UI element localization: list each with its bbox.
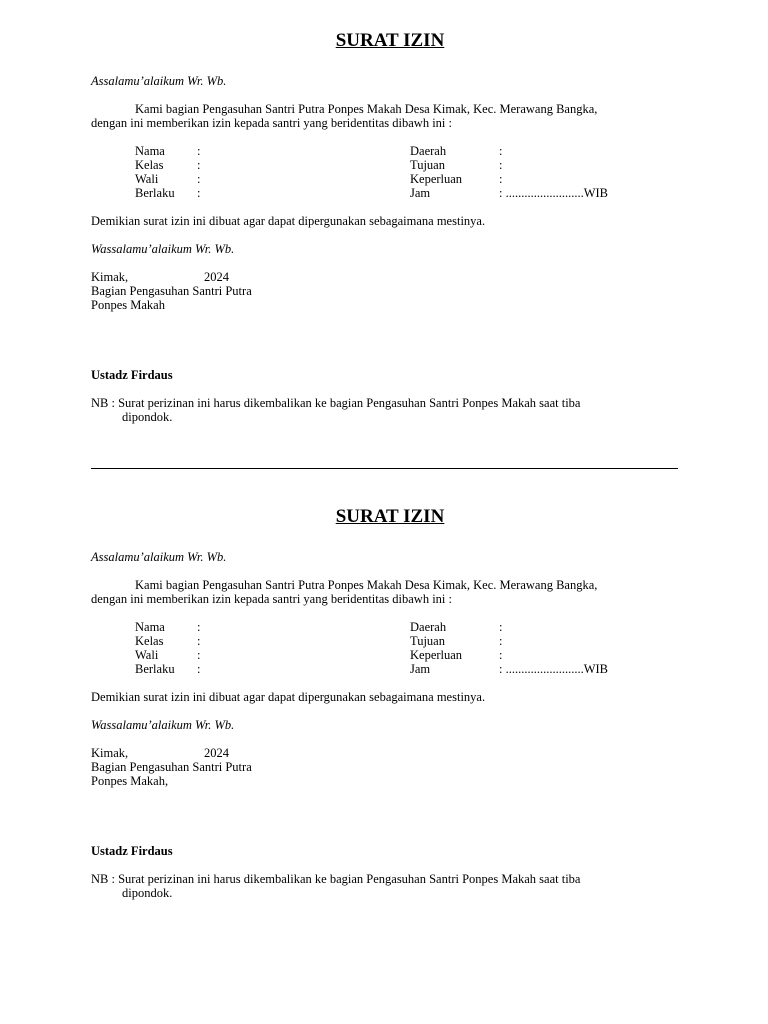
place: Kimak, — [91, 746, 129, 760]
department-line-2: Ponpes Makah, — [91, 774, 169, 788]
department-line-1: Bagian Pengasuhan Santri Putra — [91, 284, 252, 298]
field-colon: : — [197, 648, 201, 662]
field-colon: : — [197, 186, 201, 200]
closing-statement: Demikian surat izin ini dibuat agar dapat dipergunakan sebagaimana mestinya. — [91, 214, 486, 228]
field-row — [91, 620, 679, 634]
place-date-block — [91, 270, 679, 312]
field-label-nama: Nama — [135, 144, 165, 158]
permit-letter-bottom — [91, 506, 679, 900]
note-line-1: NB : Surat perizinan ini harus dikembalikan ke bagian Pengasuhan Santri Ponpes Makah saat tiba — [91, 872, 581, 886]
department-line-1: Bagian Pengasuhan Santri Putra — [91, 760, 252, 774]
field-label-wali: Wali — [135, 648, 159, 662]
intro-line-2: dengan ini memberikan izin kepada santri yang beridentitas dibawh ini : — [91, 592, 453, 606]
year: 2024 — [204, 746, 229, 760]
field-colon: : — [499, 144, 503, 158]
field-label-daerah: Daerah — [410, 144, 447, 158]
field-label-nama: Nama — [135, 620, 165, 634]
place: Kimak, — [91, 270, 129, 284]
identity-fields — [91, 144, 679, 200]
field-colon: : — [197, 662, 201, 676]
field-label-kelas: Kelas — [135, 634, 164, 648]
department-line-2: Ponpes Makah — [91, 298, 165, 312]
closing-statement: Demikian surat izin ini dibuat agar dapat dipergunakan sebagaimana mestinya. — [91, 690, 486, 704]
identity-fields — [91, 620, 679, 676]
greeting: Assalamu’alaikum Wr. Wb. — [91, 74, 227, 88]
farewell: Wassalamu’alaikum Wr. Wb. — [91, 718, 235, 732]
field-label-jam: Jam — [410, 662, 431, 676]
field-label-kelas: Kelas — [135, 158, 164, 172]
field-row — [91, 648, 679, 662]
field-label-tujuan: Tujuan — [410, 158, 445, 172]
field-label-keperluan: Keperluan — [410, 648, 463, 662]
cut-line-divider — [91, 468, 678, 469]
field-colon: : — [197, 158, 201, 172]
note — [91, 396, 679, 424]
intro-line-2: dengan ini memberikan izin kepada santri yang beridentitas dibawh ini : — [91, 116, 453, 130]
permit-letter-top — [91, 30, 679, 424]
field-label-keperluan: Keperluan — [410, 172, 463, 186]
note-line-2: dipondok. — [122, 886, 173, 900]
field-label-jam: Jam — [410, 186, 431, 200]
place-date-line — [91, 746, 679, 760]
letter-title: SURAT IZIN — [335, 506, 445, 527]
field-colon: : — [499, 158, 503, 172]
field-colon: : — [499, 648, 503, 662]
field-row — [91, 158, 679, 172]
field-jam-value: : .........................WIB — [499, 662, 609, 676]
field-colon: : — [197, 144, 201, 158]
field-label-daerah: Daerah — [410, 620, 447, 634]
field-label-tujuan: Tujuan — [410, 634, 445, 648]
field-colon: : — [197, 634, 201, 648]
place-date-line — [91, 270, 679, 284]
signatory-name: Ustadz Firdaus — [91, 844, 173, 858]
note-line-2: dipondok. — [122, 410, 173, 424]
intro-line-1: Kami bagian Pengasuhan Santri Putra Ponpes Makah Desa Kimak, Kec. Merawang Bangka, — [135, 102, 598, 116]
field-colon: : — [499, 620, 503, 634]
field-row — [91, 186, 679, 200]
greeting: Assalamu’alaikum Wr. Wb. — [91, 550, 227, 564]
note-line-1: NB : Surat perizinan ini harus dikembalikan ke bagian Pengasuhan Santri Ponpes Makah saat tiba — [91, 396, 581, 410]
signatory-name: Ustadz Firdaus — [91, 368, 173, 382]
note — [91, 872, 679, 900]
field-row — [91, 144, 679, 158]
field-label-berlaku: Berlaku — [135, 662, 175, 676]
field-jam-value: : .........................WIB — [499, 186, 609, 200]
field-colon: : — [197, 172, 201, 186]
field-label-wali: Wali — [135, 172, 159, 186]
field-row — [91, 662, 679, 676]
field-colon: : — [197, 620, 201, 634]
field-colon: : — [499, 634, 503, 648]
field-row — [91, 172, 679, 186]
intro-line-1: Kami bagian Pengasuhan Santri Putra Ponpes Makah Desa Kimak, Kec. Merawang Bangka, — [135, 578, 598, 592]
intro-paragraph — [91, 102, 679, 130]
field-label-berlaku: Berlaku — [135, 186, 175, 200]
field-row — [91, 634, 679, 648]
field-colon: : — [499, 172, 503, 186]
farewell: Wassalamu’alaikum Wr. Wb. — [91, 242, 235, 256]
letter-title: SURAT IZIN — [335, 30, 445, 51]
place-date-block — [91, 746, 679, 788]
year: 2024 — [204, 270, 229, 284]
intro-paragraph — [91, 578, 679, 606]
